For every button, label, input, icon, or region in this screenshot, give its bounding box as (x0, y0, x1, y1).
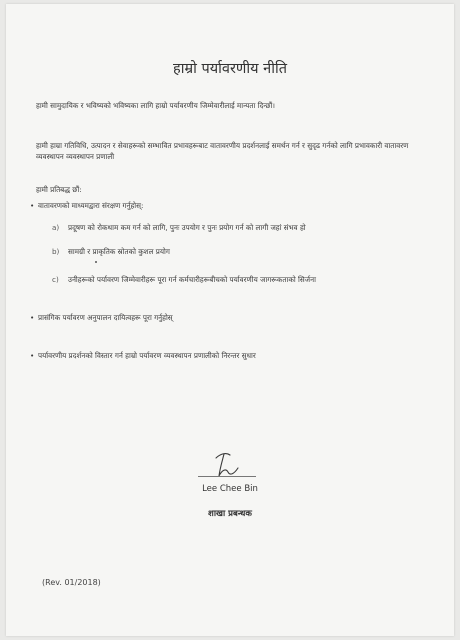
policy-title: हाम्रो पर्यावरणीय नीति (173, 61, 287, 77)
sub-item-letter: c) (52, 275, 59, 284)
revision-label: (Rev. 01/2018) (42, 578, 101, 587)
commitment-paragraph: हामी हाम्रा गतिविधि, उत्पादन र सेवाहरूको सम्भावित प्रभावहरूबाट वातावरणीय प्रदर्शनलाई समर्थन गर्न र सुदृढ गर्नको लागि प्रभावकारी वातावरण व्यवस्थापन व्यवस्थापन प्रणाली (36, 141, 409, 161)
signature-line (198, 476, 256, 477)
bullet-text: वातावरणको माध्यमद्वारा संरक्षण गर्नुहोस्: (38, 201, 144, 210)
bullet-improvement (30, 350, 430, 361)
bullet-text: पर्यावरणीय प्रदर्शनको विस्तार गर्न हाम्रो पर्यावरण व्यवस्थापन प्रणालीको निरन्तर सुधार (38, 351, 256, 360)
bullet-compliance (30, 312, 430, 323)
scan-speck (95, 261, 97, 263)
sub-item-text: उनीहरूको पर्यावरण जिम्मेवारीहरू पूरा गर्न कर्मचारीहरूबीचको पर्यावरणीय जागरूकताको सिर्जना (68, 275, 316, 284)
signatory-role: शाखा प्रबन्धक (208, 509, 252, 519)
sub-item-text: सामग्री र प्राकृतिक स्रोतको कुशल प्रयोग (68, 247, 170, 256)
bullet-dot: • (30, 313, 35, 322)
sub-item-letter: a) (52, 223, 60, 232)
sub-item-letter: b) (52, 247, 60, 256)
sub-item-b (52, 246, 432, 257)
bullet-text: प्रासंगिक पर्यावरण अनुपालन दायित्वहरू पूरा गर्नुहोस् (38, 313, 173, 322)
signatory-name: Lee Chee Bin (202, 484, 258, 494)
sub-item-text: प्रदूषण को रोकथाम कम गर्न को लागि, पुनः उपयोग र पुनः प्रयोग गर्न को लागी जहां संभव हो (68, 223, 306, 232)
commit-intro: हामी प्रतिबद्ध छौं: (36, 185, 82, 194)
sub-item-a (52, 222, 432, 233)
bullet-dot: • (30, 201, 35, 210)
bullet-protect-environment (30, 200, 430, 211)
bullet-dot: • (30, 351, 35, 360)
intro-paragraph: हामी सामुदायिक र भविष्यको भविष्यका लागि हाम्रो पर्यावरणीय जिम्मेवारीलाई मान्यता दिन्छौं। (36, 101, 275, 110)
sub-item-c (52, 274, 432, 285)
